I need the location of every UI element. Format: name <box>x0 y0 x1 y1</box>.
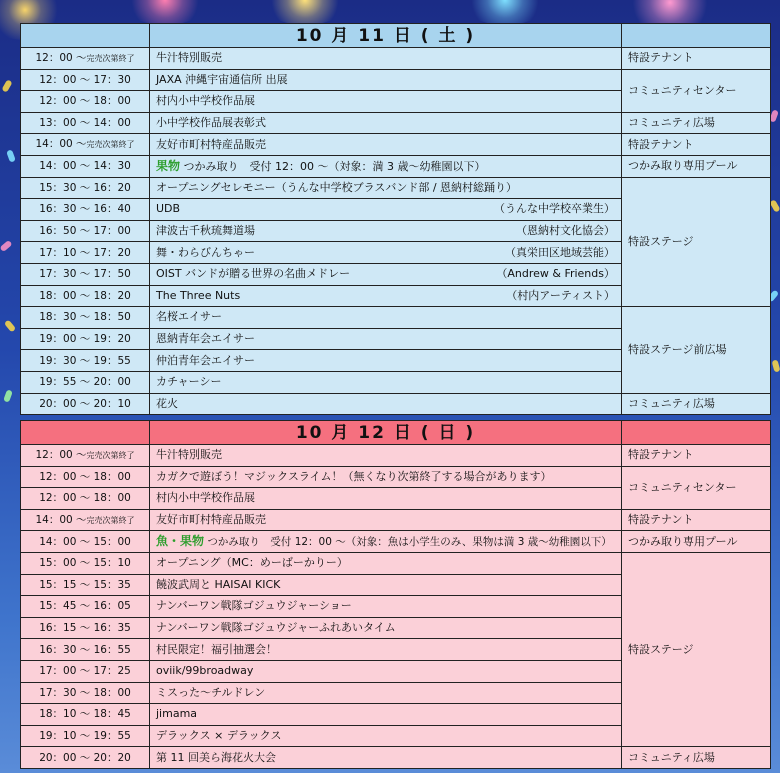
time-cell: 16：30 〜 16：55 <box>21 639 150 661</box>
table-row <box>21 48 771 70</box>
time-text: 14：00 〜 <box>35 513 87 526</box>
time-cell: 17：30 〜 18：00 <box>21 682 150 704</box>
time-text: 14：00 〜 <box>35 138 87 151</box>
program-cell: デラックス × デラックス <box>150 725 622 747</box>
confetti-decoration <box>3 389 13 402</box>
venue-cell: 特設ステージ <box>622 552 771 746</box>
table-row <box>21 69 771 91</box>
venue-cell: コミュニティ広場 <box>622 393 771 415</box>
time-note: 完売次第終了 <box>86 515 135 525</box>
day2-schedule-table <box>20 420 771 769</box>
program-cell <box>150 263 622 285</box>
program-cell: 第 11 回美ら海花火大会 <box>150 747 622 769</box>
confetti-decoration <box>772 359 780 372</box>
day2-title: 10 月 12 日 ( 日 ) <box>150 421 622 445</box>
program-cell: ミスった〜チルドレン <box>150 682 622 704</box>
program-cell: ナンバーワン戦隊ゴジュウジャーふれあいタイム <box>150 617 622 639</box>
venue-cell: つかみ取り専用プール <box>622 155 771 177</box>
table-row <box>21 466 771 488</box>
venue-cell: 特設テナント <box>622 134 771 156</box>
time-cell: 19：00 〜 19：20 <box>21 328 150 350</box>
program-text: つかみ取り 受付 12：00 〜（対象：満 3 歳〜幼稚園以下） <box>180 159 486 173</box>
program-text: 津波古千秋琉舞道場 <box>156 224 255 238</box>
performer-text: （うんな中学校卒業生） <box>494 202 615 216</box>
table-row <box>21 177 771 199</box>
table-row <box>21 393 771 415</box>
highlight-text: 魚・果物 <box>156 534 205 549</box>
program-cell <box>150 199 622 221</box>
time-cell: 16：15 〜 16：35 <box>21 617 150 639</box>
time-cell: 19：55 〜 20：00 <box>21 371 150 393</box>
program-cell: 恩納青年会エイサー <box>150 328 622 350</box>
firework-decoration <box>120 0 210 25</box>
header-blank-cell <box>21 421 150 445</box>
performer-text: （真栄田区地域芸能） <box>505 245 615 259</box>
program-cell: 村内小中学校作品展 <box>150 488 622 510</box>
program-cell: 牛汁特別販売 <box>150 445 622 467</box>
highlight-text: 果物 <box>156 158 181 173</box>
program-cell: 友好市町村特産品販売 <box>150 134 622 156</box>
time-cell: 17：00 〜 17：25 <box>21 660 150 682</box>
venue-cell: 特設ステージ <box>622 177 771 307</box>
program-cell <box>150 242 622 264</box>
time-cell: 17：10 〜 17：20 <box>21 242 150 264</box>
program-cell: jimama <box>150 704 622 726</box>
time-cell: 18：00 〜 18：20 <box>21 285 150 307</box>
program-cell <box>150 220 622 242</box>
day1-header-row <box>21 24 771 48</box>
table-row <box>21 445 771 467</box>
time-cell: 20：00 〜 20：20 <box>21 747 150 769</box>
program-cell: オープニングセレモニー（うんな中学校ブラスバンド部 / 恩納村総踊り） <box>150 177 622 199</box>
table-row <box>21 747 771 769</box>
time-cell <box>21 134 150 156</box>
time-cell: 16：50 〜 17：00 <box>21 220 150 242</box>
program-cell: 村内小中学校作品展 <box>150 91 622 113</box>
time-cell <box>21 445 150 467</box>
time-cell <box>21 509 150 531</box>
program-cell: 小中学校作品展表彰式 <box>150 112 622 134</box>
program-cell: 村民限定！福引抽選会！ <box>150 639 622 661</box>
header-blank-cell <box>622 24 771 48</box>
venue-cell: 特設テナント <box>622 509 771 531</box>
table-row <box>21 112 771 134</box>
program-cell: 仲泊青年会エイサー <box>150 350 622 372</box>
time-cell: 12：00 〜 18：00 <box>21 488 150 510</box>
table-row <box>21 509 771 531</box>
venue-cell: 特設テナント <box>622 445 771 467</box>
time-cell: 15：00 〜 15：10 <box>21 552 150 574</box>
performer-text: （Andrew & Friends） <box>496 267 615 281</box>
program-cell <box>150 285 622 307</box>
table-row <box>21 552 771 574</box>
time-text: 12：00 〜 <box>35 448 87 461</box>
program-cell: カチャーシー <box>150 371 622 393</box>
confetti-decoration <box>0 240 13 252</box>
program-text: つかみ取り 受付 12：00 〜（対象：魚は小学生のみ、果物は満 3 歳〜幼稚園以下） <box>204 536 612 549</box>
day1-title: 10 月 11 日 ( 土 ) <box>150 24 622 48</box>
table-row <box>21 134 771 156</box>
time-cell: 17：30 〜 17：50 <box>21 263 150 285</box>
confetti-decoration <box>1 79 12 92</box>
time-cell: 18：30 〜 18：50 <box>21 307 150 329</box>
header-blank-cell <box>622 421 771 445</box>
venue-cell: コミュニティセンター <box>622 69 771 112</box>
confetti-decoration <box>4 319 16 332</box>
venue-cell: コミュニティ広場 <box>622 112 771 134</box>
confetti-decoration <box>6 149 16 162</box>
program-cell: 友好市町村特産品販売 <box>150 509 622 531</box>
program-cell: oviik/99broadway <box>150 660 622 682</box>
program-cell: 花火 <box>150 393 622 415</box>
program-text: OIST バンドが贈る世界の名曲メドレー <box>156 267 351 281</box>
program-cell <box>150 155 622 177</box>
table-row <box>21 531 771 553</box>
time-cell: 20：00 〜 20：10 <box>21 393 150 415</box>
time-cell: 18：10 〜 18：45 <box>21 704 150 726</box>
program-cell: 牛汁特別販売 <box>150 48 622 70</box>
table-row <box>21 155 771 177</box>
time-cell: 12：00 〜 17：30 <box>21 69 150 91</box>
program-cell: オープニング（MC：めーばーかりー） <box>150 552 622 574</box>
time-cell: 12：00 〜 18：00 <box>21 466 150 488</box>
time-cell: 13：00 〜 14：00 <box>21 112 150 134</box>
program-text: The Three Nuts <box>156 288 241 302</box>
venue-cell: 特設ステージ前広場 <box>622 307 771 393</box>
performer-text: （村内アーティスト） <box>506 288 615 302</box>
program-cell: 名桜エイサー <box>150 307 622 329</box>
firework-decoration <box>260 0 350 25</box>
time-cell: 12：00 〜 18：00 <box>21 91 150 113</box>
time-text: 12：00 〜 <box>35 51 87 64</box>
time-note: 完売次第終了 <box>86 53 135 63</box>
time-cell: 16：30 〜 16：40 <box>21 199 150 221</box>
venue-cell: コミュニティ広場 <box>622 747 771 769</box>
program-cell: JAXA 沖縄宇宙通信所 出展 <box>150 69 622 91</box>
day1-schedule-table <box>20 23 771 415</box>
program-text: 舞・わらびんちゃー <box>156 245 255 259</box>
day2-header-row <box>21 421 771 445</box>
time-cell: 14：00 〜 15：00 <box>21 531 150 553</box>
time-cell <box>21 48 150 70</box>
time-cell: 14：00 〜 14：30 <box>21 155 150 177</box>
time-cell: 15：15 〜 15：35 <box>21 574 150 596</box>
time-cell: 15：30 〜 16：20 <box>21 177 150 199</box>
venue-cell: 特設テナント <box>622 48 771 70</box>
time-cell: 19：10 〜 19：55 <box>21 725 150 747</box>
venue-cell: コミュニティセンター <box>622 466 771 509</box>
program-text: UDB <box>156 202 181 216</box>
time-cell: 19：30 〜 19：55 <box>21 350 150 372</box>
venue-cell: つかみ取り専用プール <box>622 531 771 553</box>
program-cell: ナンバーワン戦隊ゴジュウジャーショー <box>150 596 622 618</box>
table-row <box>21 307 771 329</box>
header-blank-cell <box>21 24 150 48</box>
program-cell <box>150 531 622 553</box>
time-note: 完売次第終了 <box>86 450 135 460</box>
performer-text: （恩納村文化協会） <box>516 224 615 238</box>
program-cell: カガクで遊ぼう！マジックスライム！（無くなり次第終了する場合があります） <box>150 466 622 488</box>
firework-decoration <box>460 0 550 25</box>
time-cell: 15：45 〜 16：05 <box>21 596 150 618</box>
time-note: 完売次第終了 <box>86 140 135 150</box>
program-cell: 饒波武周と HAISAI KICK <box>150 574 622 596</box>
